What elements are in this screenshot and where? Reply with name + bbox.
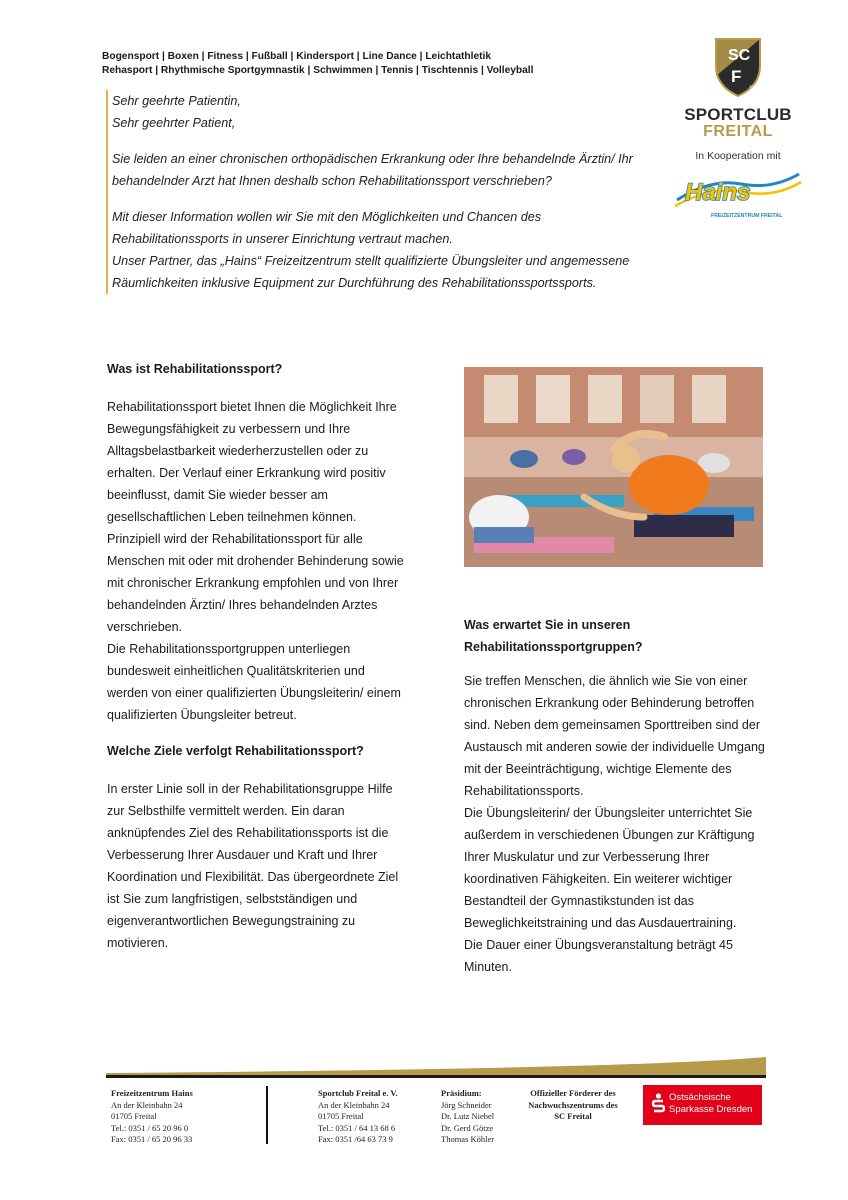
greeting-female: Sehr geehrte Patientin, [112,94,241,108]
footer-hains-phone: Tel.: 0351 / 65 20 96 0 [111,1122,189,1133]
footer-hains-title: Freizeitzentrum Hains [111,1088,193,1098]
intro-paragraph-1: Sie leiden an einer chronischen orthopädischen Erkrankung oder Ihre behandelnde Ärztin/ Ihr behandelnder Arzt hat Ihnen deshalb schon Rehabilitationssport verschrieben? [112,152,633,188]
footer-divider [266,1086,268,1144]
section3-paragraph-1: Sie treffen Menschen, die ähnlich wie Sie von einer chronischen Erkrankung oder Behinderung betroffen sind. Neben dem gemeinsamen Sporttreiben sind der Austausch mit anderen sowie der individuelle Umgang mit der Beeinträchtigung, wichtige Elemente des Rehabilitationssports. [464,674,765,798]
section3-paragraph-3: Die Dauer einer Übungsveranstaltung beträgt 45 Minuten. [464,938,733,974]
shield-letter-f: F [731,67,742,86]
intro-paragraph-2: Mit dieser Information wollen wir Sie mit den Möglichkeiten und Chancen des Rehabilitationssports in unserer Einrichtung vertraut machen. [112,210,542,246]
club-city: FREITAL [703,123,773,140]
sports-list-line-2: Rehasport | Rhythmische Sportgymnastik | Schwimmen | Tennis | Tischtennis | Volleyball [102,65,534,76]
logo-block [668,36,808,229]
sportclub-shield-logo [712,36,764,98]
right-column [464,614,774,978]
sports-list [102,50,662,78]
section-heading-goals: Welche Ziele verfolgt Rehabilitationssport? [107,744,364,758]
section-heading-expectations [464,614,774,658]
sparkasse-s-icon [652,1093,665,1115]
section1-paragraph-1: Rehabilitationssport bietet Ihnen die Möglichkeit Ihre Bewegungsfähigkeit zu verbessern und Ihre Alltagsbelastbarkeit wiederherzustellen oder zu erhalten. Der Verlauf einer Erkrankung wird positiv beeinflusst, damit Sie wieder besser am gesellschaftlichen Leben teilnehmen können. [107,400,397,524]
footer-sponsor-line-3: SC Freital [554,1111,592,1121]
footer-sponsor-line-1: Offizieller Förderer des [530,1088,616,1098]
intro-block [106,90,646,294]
footer-hains-address [111,1088,261,1146]
intro-paragraph-3: Unser Partner, das „Hains“ Freizeitzentrum stellt qualifizierte Übungsleiter und angemessene Räumlichkeiten inklusive Equipment zur Durchführung des Rehabilitationssportssports. [112,254,630,290]
section3-heading-line-1: Was erwartet Sie in unseren [464,618,631,632]
section3-paragraph-2: Die Übungsleiterin/ der Übungsleiter unterrichtet Sie außerdem in verschiedenen Übungen zur Kräftigung Ihrer Muskulatur und zur Verbesserung Ihrer koordinativen Fähigkeiten. Ein weiterer wichtiger Bestandteil der Gymnastikstunden ist das Beweglichkeitstraining und das Ausdauertraining. [464,806,755,930]
footer-board [441,1088,521,1146]
footer-board-title: Präsidium: [441,1088,482,1098]
footer-sponsor-line-2: Nachwuchszentrums des [528,1099,618,1110]
sparkasse-line-2: Sparkasse Dresden [669,1103,753,1115]
hains-subline: FREIZEITZENTRUM FREITAL [711,213,783,219]
footer-hains-street: An der Kleinbahn 24 [111,1099,183,1110]
footer-swoosh-rule [106,1053,766,1079]
shield-year: 2006 [749,84,758,89]
section2-paragraph-1: In erster Linie soll in der Rehabilitationsgruppe Hilfe zur Selbsthilfe vermittelt werden. Ein daran anknüpfendes Ziel des Rehabilitationssports ist die Verbesserung Ihrer Ausdauer und Kraft und Ihrer Koordination und Flexibilität. Das übergeordnete Ziel ist Sie zum langfristigen, selbstständigen und eigenverantwortlichen Bewegungstraining zu motivieren. [107,782,399,950]
sparkasse-line-1: Ostsächsische [669,1092,731,1103]
footer-club-city: 01705 Freital [318,1111,364,1121]
left-column [107,358,407,954]
footer-board-member-1: Jörg Schneider [441,1099,492,1110]
footer-hains-fax: Fax: 0351 / 65 20 96 33 [111,1134,193,1144]
footer-club-title: Sportclub Freital e. V. [318,1088,398,1098]
footer-club-street: An der Kleinbahn 24 [318,1099,390,1110]
footer-club-phone: Tel.: 0351 / 64 13 68 6 [318,1122,396,1133]
footer-sponsor-note [519,1088,627,1123]
footer-club-address [318,1088,428,1146]
footer-club-fax: Fax: 0351 /64 63 73 9 [318,1134,393,1144]
footer-board-member-4: Thomas Köhler [441,1134,495,1144]
sparkasse-logo [643,1085,762,1125]
yoga-class-illustration [464,367,763,567]
hains-partner-logo [671,164,805,224]
sports-list-line-1: Bogensport | Boxen | Fitness | Fußball | Kindersport | Line Dance | Leichtathletik [102,51,491,62]
section3-heading-line-2: Rehabilitationssportgruppen? [464,640,643,654]
greeting-male: Sehr geehrter Patient, [112,116,236,130]
section1-paragraph-3: Die Rehabilitationssportgruppen unterliegen bundesweit einheitlichen Qualitätskriterien und werden von einer qualifizierten Übungsleiterin/ einem qualifizierten Übungsleiter betreut. [107,642,401,722]
footer-board-member-3: Dr. Gerd Götze [441,1122,494,1133]
club-name: SPORTCLUB [684,105,792,124]
section-heading-what-is: Was ist Rehabilitationssport? [107,362,283,376]
hains-wordmark: Hains [685,179,751,206]
yoga-class-photo [464,367,763,567]
cooperation-label: In Kooperation mit [695,150,781,162]
section1-paragraph-2: Prinzipiell wird der Rehabilitationssport für alle Menschen mit oder mit drohender Behinderung sowie mit chronischer Erkrankung empfohlen und von Ihrer behandelnden Ärztin/ Ihres behandelnden Arztes verschrieben. [107,532,404,634]
footer-hains-city: 01705 Freital [111,1111,157,1121]
shield-letters: SC [728,47,751,64]
footer-board-member-2: Dr. Lutz Niebel [441,1111,495,1121]
